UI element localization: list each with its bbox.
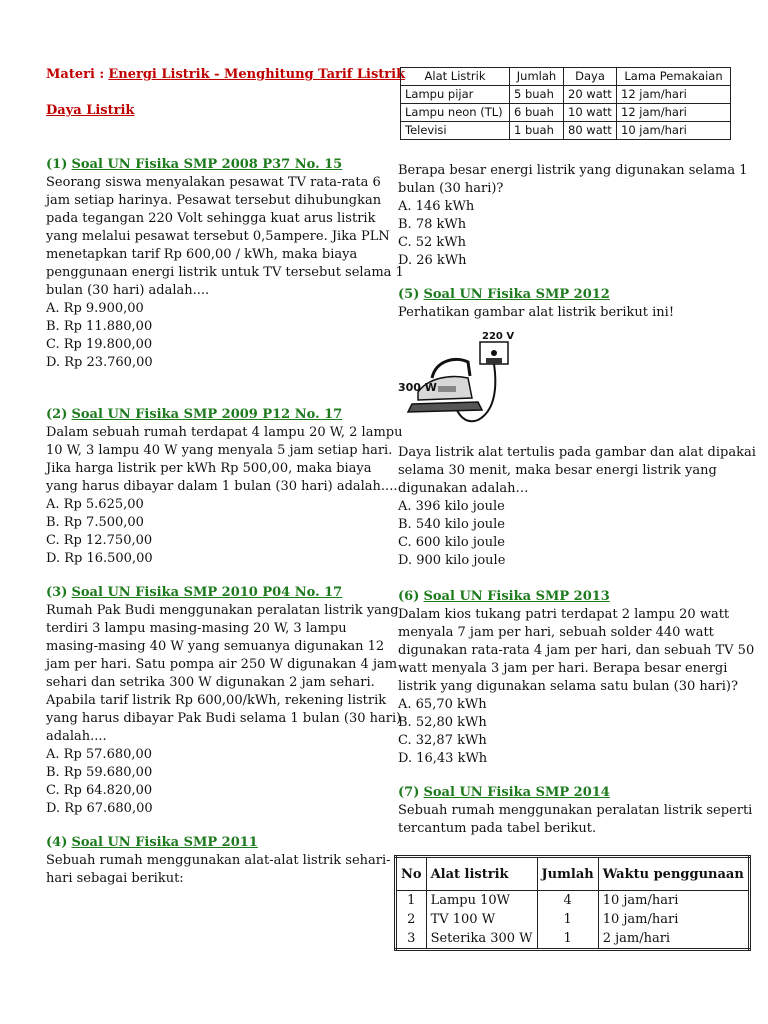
q1-line: Seorang siswa menyalakan pesawat TV rata-rata 6 xyxy=(46,175,381,190)
q3-option: A. Rp 57.680,00 xyxy=(46,747,153,762)
q1-line: pada tegangan 220 Volt sehingga kuat arus listrik xyxy=(46,211,376,226)
q1-line: bulan (30 hari) adalah.... xyxy=(46,283,210,298)
q4-line: Sebuah rumah menggunakan alat-alat listrik sehari- xyxy=(46,853,391,868)
q6-line: listrik yang digunakan selama satu bulan (30 hari)? xyxy=(398,679,738,694)
q3-line: yang harus dibayar Pak Budi selama 1 bulan (30 hari) xyxy=(46,711,402,726)
table-cell: Lampu 10W xyxy=(426,891,537,911)
question-3 xyxy=(46,584,402,818)
q1-option: A. Rp 9.900,00 xyxy=(46,301,144,316)
question-4-intro xyxy=(46,834,391,888)
table-header: Alat listrik xyxy=(426,857,537,891)
materi-title: Energi Listrik - Menghitung Tarif Listrik xyxy=(108,67,406,82)
table-cell: Seterika 300 W xyxy=(426,929,537,950)
q4-option: A. 146 kWh xyxy=(398,199,475,214)
table-cell: Lampu neon (TL) xyxy=(401,104,510,122)
question-6 xyxy=(398,588,755,768)
question-7 xyxy=(398,784,753,838)
q3-option: D. Rp 67.680,00 xyxy=(46,801,153,816)
q7-source: Soal UN Fisika SMP 2014 xyxy=(423,785,610,800)
table-cell: 1 xyxy=(396,891,427,911)
q1-line: menetapkan tarif Rp 600,00 / kWh, maka biaya xyxy=(46,247,358,262)
q6-line: watt menyala 3 jam per hari. Berapa besar energi xyxy=(398,661,728,676)
q4-option: B. 78 kWh xyxy=(398,217,467,232)
materi-heading xyxy=(46,66,405,84)
q6-source: Soal UN Fisika SMP 2013 xyxy=(423,589,610,604)
question-5-continued xyxy=(398,444,756,570)
q2-line: 10 W, 3 lampu 40 W yang menyala 5 jam setiap hari. xyxy=(46,443,393,458)
table-header: No xyxy=(396,857,427,891)
table-cell: Lampu pijar xyxy=(401,86,510,104)
table-header: Daya xyxy=(564,68,617,86)
table-header-row xyxy=(401,68,731,86)
table-cell: 10 jam/hari xyxy=(598,910,749,929)
table-cell: 20 watt xyxy=(564,86,617,104)
table-cell: 12 jam/hari xyxy=(617,104,731,122)
q2-number: (2) xyxy=(46,407,68,422)
q3-line: Rumah Pak Budi menggunakan peralatan listrik yang xyxy=(46,603,399,618)
q6-option: C. 32,87 kWh xyxy=(398,733,487,748)
table-header: Jumlah xyxy=(510,68,564,86)
q7-number: (7) xyxy=(398,785,420,800)
q2-line: yang harus dibayar dalam 1 bulan (30 hari) adalah.... xyxy=(46,479,398,494)
table-cell: 5 buah xyxy=(510,86,564,104)
q4-option: C. 52 kWh xyxy=(398,235,467,250)
q6-option: A. 65,70 kWh xyxy=(398,697,487,712)
power-label: 300 W xyxy=(398,381,437,394)
table-header: Lama Pemakaian xyxy=(617,68,731,86)
q4-number: (4) xyxy=(46,835,68,850)
q3-line: masing-masing 40 W yang semuanya digunakan 12 xyxy=(46,639,385,654)
q2-source: Soal UN Fisika SMP 2009 P12 No. 17 xyxy=(71,407,343,422)
voltage-label: 220 V xyxy=(482,331,515,342)
q6-line: menyala 7 jam per hari, sebuah solder 440 watt xyxy=(398,625,714,640)
table-cell: Televisi xyxy=(401,122,510,140)
question-1 xyxy=(46,156,404,372)
table-cell: 1 xyxy=(537,929,598,950)
q6-line: digunakan rata-rata 4 jam per hari, dan sebuah TV 50 xyxy=(398,643,755,658)
q3-line: adalah.... xyxy=(46,729,107,744)
table-row xyxy=(401,104,731,122)
q7-line: Sebuah rumah menggunakan peralatan listrik seperti xyxy=(398,803,753,818)
q2-option: A. Rp 5.625,00 xyxy=(46,497,144,512)
materi-label: Materi : xyxy=(46,67,105,82)
table-row xyxy=(401,86,731,104)
table-cell: 6 buah xyxy=(510,104,564,122)
table-cell: 1 buah xyxy=(510,122,564,140)
q7-line: tercantum pada tabel berikut. xyxy=(398,821,597,836)
q6-number: (6) xyxy=(398,589,420,604)
table-row xyxy=(396,910,750,929)
table-header-row xyxy=(396,857,750,891)
q4-table xyxy=(400,67,731,140)
table-cell: 80 watt xyxy=(564,122,617,140)
table-cell: 12 jam/hari xyxy=(617,86,731,104)
table-cell: 1 xyxy=(537,910,598,929)
table-cell: TV 100 W xyxy=(426,910,537,929)
q4-line: hari sebagai berikut: xyxy=(46,871,184,886)
q6-option: D. 16,43 kWh xyxy=(398,751,488,766)
table-header: Jumlah xyxy=(537,857,598,891)
q4-option: D. 26 kWh xyxy=(398,253,467,268)
q3-option: B. Rp 59.680,00 xyxy=(46,765,153,780)
q2-option: D. Rp 16.500,00 xyxy=(46,551,153,566)
q1-number: (1) xyxy=(46,157,68,172)
q5-number: (5) xyxy=(398,287,420,302)
section-title: Daya Listrik xyxy=(46,103,135,118)
q5-option: B. 540 kilo joule xyxy=(398,517,505,532)
q6-option: B. 52,80 kWh xyxy=(398,715,487,730)
q1-source: Soal UN Fisika SMP 2008 P37 No. 15 xyxy=(71,157,343,172)
table-header: Alat Listrik xyxy=(401,68,510,86)
q5-option: D. 900 kilo joule xyxy=(398,553,506,568)
table-row xyxy=(401,122,731,140)
q1-option: B. Rp 11.880,00 xyxy=(46,319,153,334)
q5-option: A. 396 kilo joule xyxy=(398,499,505,514)
table-cell: 4 xyxy=(537,891,598,911)
q5-line: selama 30 menit, maka besar energi listrik yang xyxy=(398,463,717,478)
q6-line: Dalam kios tukang patri terdapat 2 lampu 20 watt xyxy=(398,607,730,622)
q2-option: B. Rp 7.500,00 xyxy=(46,515,144,530)
q4-line: Berapa besar energi listrik yang digunakan selama 1 xyxy=(398,163,748,178)
q1-line: penggunaan energi listrik untuk TV tersebut selama 1 xyxy=(46,265,404,280)
q3-line: Apabila tarif listrik Rp 600,00/kWh, rekening listrik xyxy=(46,693,387,708)
q7-table xyxy=(394,855,751,951)
table-cell: 10 jam/hari xyxy=(598,891,749,911)
q5-line: digunakan adalah… xyxy=(398,481,529,496)
q1-line: jam setiap harinya. Pesawat tersebut dihubungkan xyxy=(46,193,382,208)
q1-line: yang melalui pesawat tersebut 0,5ampere. Jika PLN xyxy=(46,229,390,244)
q3-line: jam per hari. Satu pompa air 250 W digunakan 4 jam xyxy=(46,657,398,672)
q3-line: sehari dan setrika 300 W digunakan 2 jam sehari. xyxy=(46,675,375,690)
q5-source: Soal UN Fisika SMP 2012 xyxy=(423,287,610,302)
q3-option: C. Rp 64.820,00 xyxy=(46,783,153,798)
q4-line: bulan (30 hari)? xyxy=(398,181,504,196)
table-cell: 2 jam/hari xyxy=(598,929,749,950)
q2-option: C. Rp 12.750,00 xyxy=(46,533,153,548)
q5-line: Daya listrik alat tertulis pada gambar dan alat dipakai xyxy=(398,445,756,460)
table-cell: 2 xyxy=(396,910,427,929)
question-5 xyxy=(398,286,738,322)
q2-line: Dalam sebuah rumah terdapat 4 lampu 20 W, 2 lampu xyxy=(46,425,403,440)
q1-option: C. Rp 19.800,00 xyxy=(46,337,153,352)
q3-number: (3) xyxy=(46,585,68,600)
question-4-continued xyxy=(398,162,748,270)
q3-source: Soal UN Fisika SMP 2010 P04 No. 17 xyxy=(71,585,343,600)
table-cell: 10 jam/hari xyxy=(617,122,731,140)
q5-option: C. 600 kilo joule xyxy=(398,535,505,550)
table-row xyxy=(396,891,750,911)
table-header: Waktu penggunaan xyxy=(598,857,749,891)
table-row xyxy=(396,929,750,950)
iron-figure xyxy=(398,332,528,430)
q5-line: Perhatikan gambar alat listrik berikut ini! xyxy=(398,305,675,320)
table-cell: 10 watt xyxy=(564,104,617,122)
q2-line: Jika harga listrik per kWh Rp 500,00, maka biaya xyxy=(46,461,372,476)
table-cell: 3 xyxy=(396,929,427,950)
question-2 xyxy=(46,406,403,568)
q1-option: D. Rp 23.760,00 xyxy=(46,355,153,370)
q4-source: Soal UN Fisika SMP 2011 xyxy=(71,835,258,850)
q3-line: terdiri 3 lampu masing-masing 20 W, 3 lampu xyxy=(46,621,347,636)
